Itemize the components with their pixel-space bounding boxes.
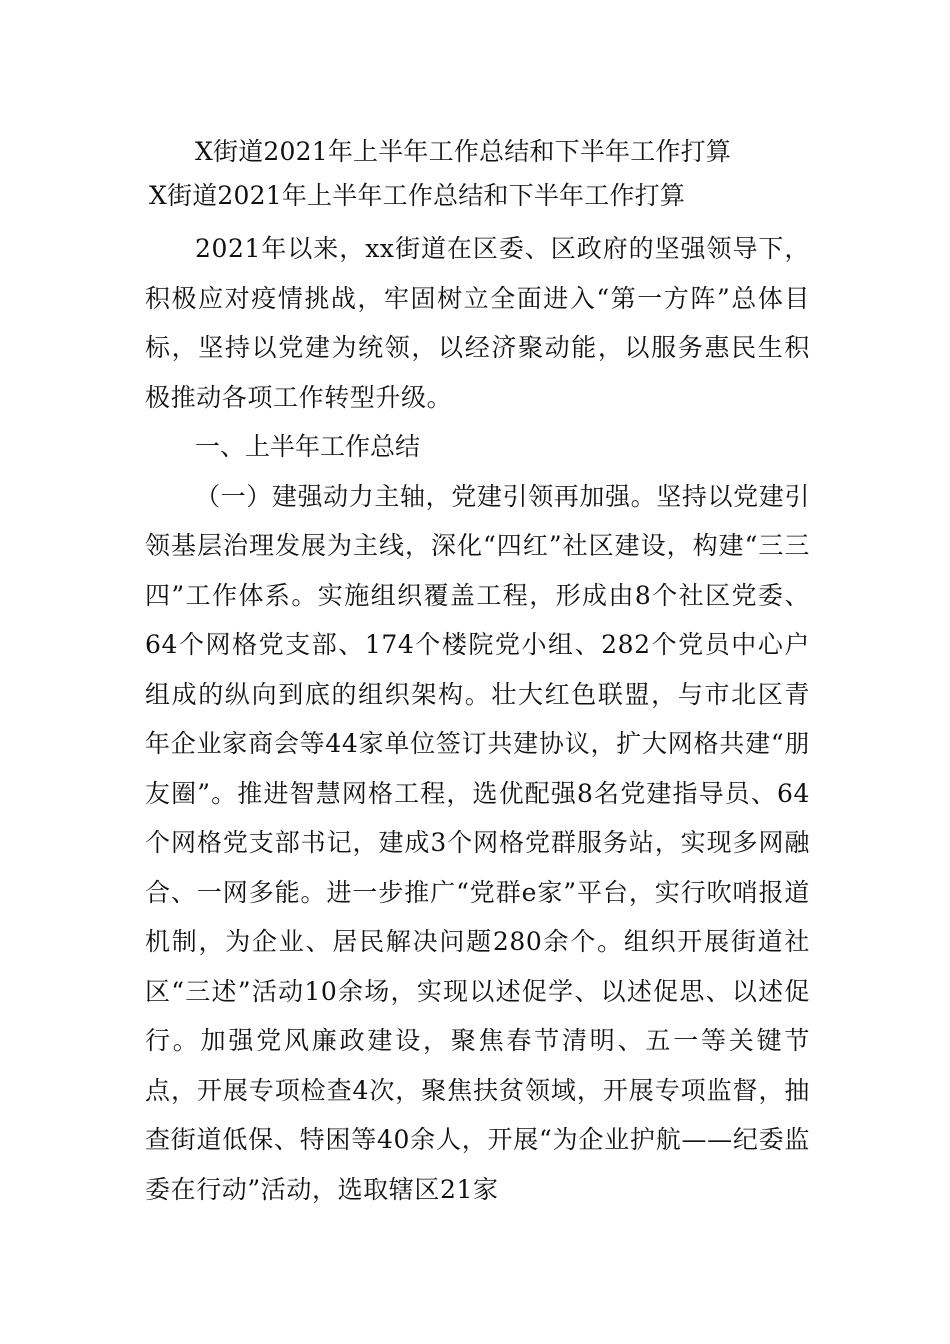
document-title: X街道2021年上半年工作总结和下半年工作打算: [195, 137, 732, 166]
document-subtitle: X街道2021年上半年工作总结和下半年工作打算: [149, 181, 686, 210]
intro-paragraph: 2021年以来，xx街道在区委、区政府的坚强领导下，积极应对疫情挑战，牢固树立全面进入“第一方阵”总体目标，坚持以党建为统领，以经济聚动能，以服务惠民生积极推动各项工作转型升级。: [145, 234, 810, 412]
body-paragraph: （一）建强动力主轴，党建引领再加强。坚持以党建引领基层治理发展为主线，深化“四红”社区建设，构建“三三四”工作体系。实施组织覆盖工程，形成由8个社区党委、64个网格党支部、174个楼院党小组、282个党员中心户组成的纵向到底的组织架构。壮大红色联盟，与市北区青年企业家商会等44家单位签订共建协议，扩大网格共建“朋友圈”。推进智慧网格工程，选优配强8名党建指导员、64个网格党支部书记，建成3个网格党群服务站，实现多网融合、一网多能。进一步推广“党群e家”平台，实行吹哨报道机制，为企业、居民解决问题280余个。组织开展街道社区“三述”活动10余场，实现以述促学、以述促思、以述促行。加强党风廉政建设，聚焦春节清明、五一等关键节点，开展专项检查4次，聚焦扶贫领域，开展专项监督，抽查街道低保、特困等40余人，开展“为企业护航——纪委监委在行动”活动，选取辖区21家: [145, 481, 810, 1204]
document-body: [145, 130, 810, 1214]
section-heading: 一、上半年工作总结: [195, 432, 421, 461]
